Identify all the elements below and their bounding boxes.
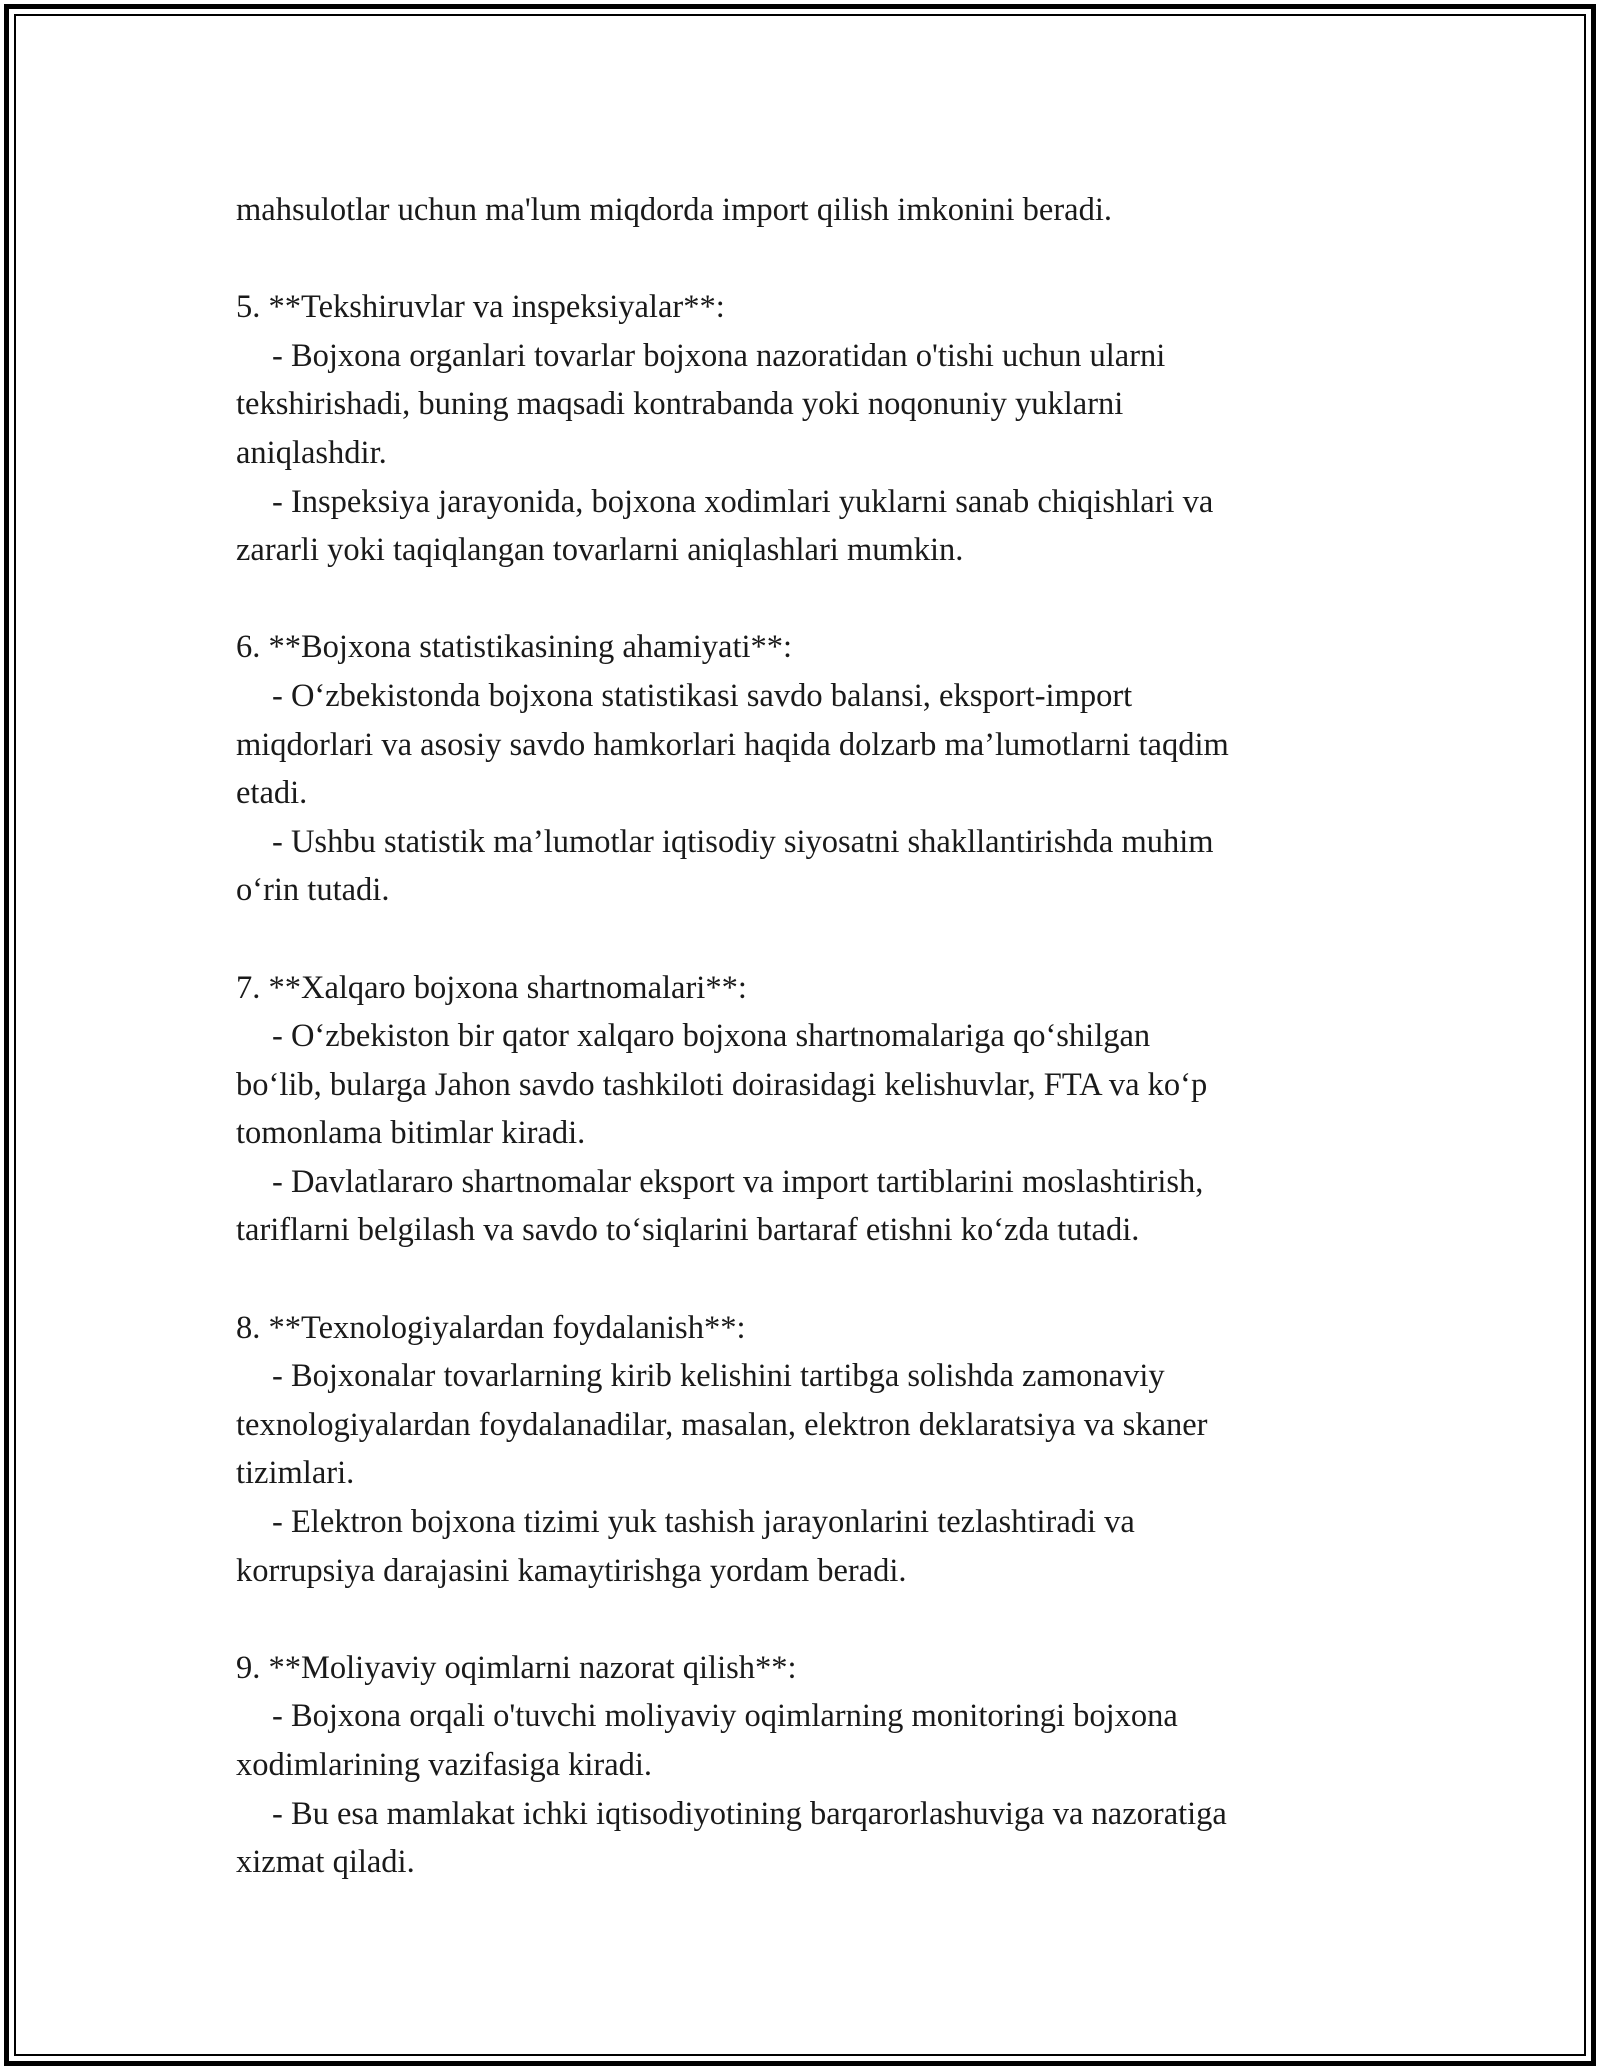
section xyxy=(236,623,1386,915)
bullet-continuation: texnologiyalardan foydalanadilar, masalan, elektron deklaratsiya va skaner xyxy=(236,1406,1208,1443)
bullet-continuation: bo‘lib, bularga Jahon savdo tashkiloti doirasidagi kelishuvlar, FTA va ko‘p xyxy=(236,1066,1208,1103)
section-heading: 5. **Tekshiruvlar va inspeksiyalar**: xyxy=(236,289,725,326)
section-gap xyxy=(236,235,1386,284)
section-gap xyxy=(236,1595,1386,1644)
bullet-line: - O‘zbekiston bir qator xalqaro bojxona shartnomalariga qo‘shilgan xyxy=(272,1018,1151,1055)
section-heading: 8. **Texnologiyalardan foydalanish**: xyxy=(236,1309,746,1346)
bullet-continuation: tekshirishadi, buning maqsadi kontrabanda yoki noqonuniy yuklarni xyxy=(236,386,1124,423)
bullet-continuation: tariflarni belgilash va savdo to‘siqlarini bartaraf etishni ko‘zda tutadi. xyxy=(236,1212,1140,1249)
bullet-line: - Inspeksiya jarayonida, bojxona xodimlari yuklarni sanab chiqishlari va xyxy=(272,483,1214,520)
section-list xyxy=(236,235,1386,1887)
bullet-line: - Davlatlararo shartnomalar eksport va import tartiblarini moslashtirish, xyxy=(272,1163,1204,1200)
section-heading: 7. **Xalqaro bojxona shartnomalari**: xyxy=(236,969,747,1006)
document-body xyxy=(236,186,1386,1887)
bullet-line: - Ushbu statistik ma’lumotlar iqtisodiy siyosatni shakllantirishda muhim xyxy=(272,823,1214,860)
bullet-line: - Bojxona organlari tovarlar bojxona nazoratidan o'tishi uchun ularni xyxy=(272,337,1166,374)
bullet-continuation: o‘rin tutadi. xyxy=(236,872,390,909)
bullet-continuation: tomonlama bitimlar kiradi. xyxy=(236,1115,586,1152)
bullet-continuation: xizmat qiladi. xyxy=(236,1844,415,1881)
bullet-continuation: etadi. xyxy=(236,775,308,812)
section xyxy=(236,283,1386,575)
bullet-line: - Bojxona orqali o'tuvchi moliyaviy oqimlarning monitoringi bojxona xyxy=(272,1698,1178,1735)
section xyxy=(236,1644,1386,1887)
bullet-continuation: xodimlarining vazifasiga kiradi. xyxy=(236,1747,653,1783)
section-heading: 6. **Bojxona statistikasining ahamiyati**: xyxy=(236,629,793,666)
section-gap xyxy=(236,915,1386,964)
section-heading: 9. **Moliyaviy oqimlarni nazorat qilish**: xyxy=(236,1649,797,1686)
bullet-continuation: aniqlashdir. xyxy=(236,434,387,471)
section-gap xyxy=(236,575,1386,624)
section xyxy=(236,1304,1386,1596)
bullet-line: - Bu esa mamlakat ichki iqtisodiyotining barqarorlashuviga va nazoratiga xyxy=(272,1795,1227,1832)
bullet-continuation: miqdorlari va asosiy savdo hamkorlari haqida dolzarb ma’lumotlarni taqdim xyxy=(236,726,1229,763)
bullet-continuation: tizimlari. xyxy=(236,1455,355,1492)
bullet-continuation: zararli yoki taqiqlangan tovarlarni aniqlashlari mumkin. xyxy=(236,532,964,569)
bullet-line: - Elektron bojxona tizimi yuk tashish jarayonlarini tezlashtiradi va xyxy=(272,1504,1135,1541)
section-gap xyxy=(236,1255,1386,1304)
bullet-continuation: korrupsiya darajasini kamaytirishga yordam beradi. xyxy=(236,1552,907,1589)
section xyxy=(236,964,1386,1256)
intro-line: mahsulotlar uchun ma'lum miqdorda import qilish imkonini beradi. xyxy=(236,192,1113,228)
bullet-line: - O‘zbekistonda bojxona statistikasi savdo balansi, eksport-import xyxy=(272,677,1133,714)
bullet-line: - Bojxonalar tovarlarning kirib kelishini tartibga solishda zamonaviy xyxy=(272,1358,1165,1395)
